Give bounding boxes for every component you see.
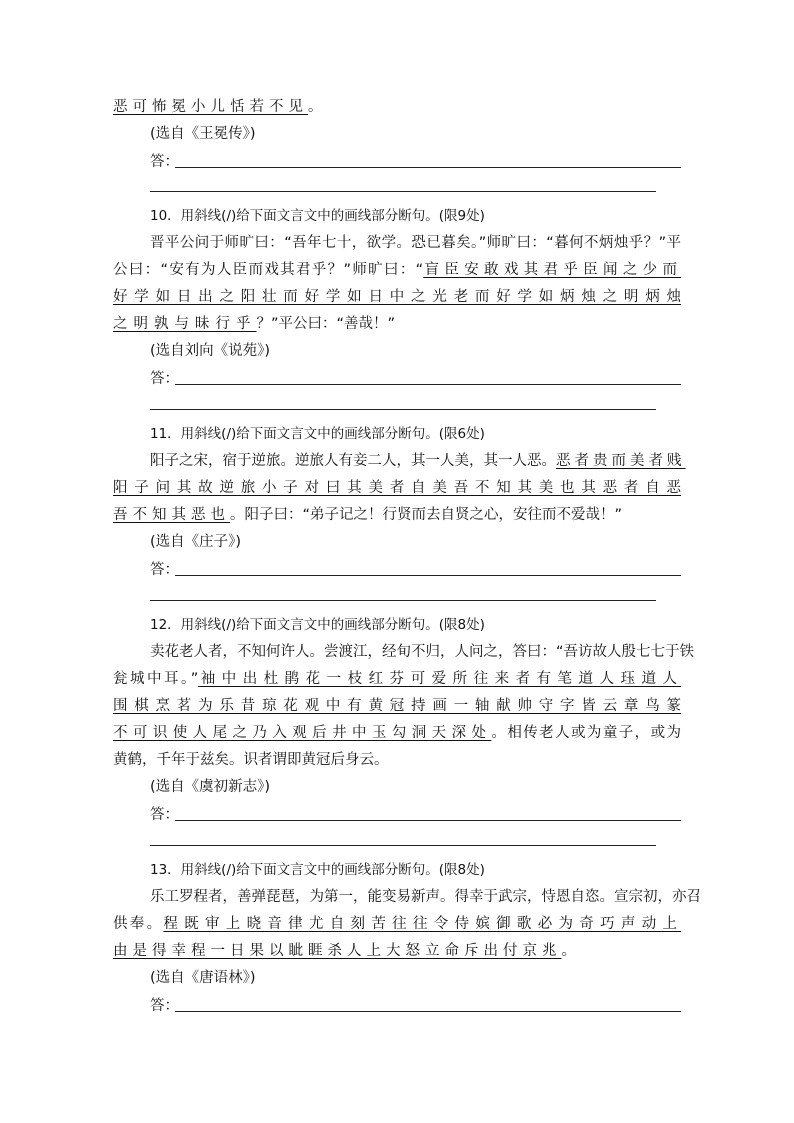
source-citation: (选自《唐语林》) [150,970,256,986]
q11-text-line: 吾不知其恶也。阳子曰：“弟子记之！行贤而去自贤之心，安往而不爱哉！” [113,507,623,523]
answer-label: 答： [150,562,179,578]
underlined-passage: 不可识使人尾之乃入观后井中玉勾洞天深处 [113,725,492,741]
q13-text-line: 供奉。程既审上晓音律尤自刻苦往往令侍嫔御歌必为奇巧声动上 [113,916,681,932]
q12-text-line: 瓮城中耳。”袖中出杜鹃花一枝红芬可爱所往来者有笔道人珏道人 [113,671,681,687]
answer-line[interactable] [150,560,681,580]
underlined-passage: 恶可怖冕小儿恬若不见 [113,99,308,115]
underlined-passage: 盲臣安敢戏其君乎臣闻之少而 [423,262,682,278]
q10-text-line: 之明孰与昧行乎？”平公曰：“善哉！” [113,316,396,332]
q13-text-line: 乐工罗程者，善弹琵琶，为第一，能变易新声。得幸于武宗，恃恩自恣。宣宗初，亦召 [150,889,701,905]
answer-line-2[interactable] [150,191,656,192]
source-citation: (选自《虞初新志》) [150,779,271,795]
q13-text-line: 由是得幸程一日果以眦睚杀人上大怒立命斥出付京兆。 [113,943,576,959]
answer-line-2[interactable] [150,409,656,410]
source-citation: (选自刘向《说苑》) [150,343,271,359]
answer-line[interactable] [150,805,681,825]
answer-line[interactable] [150,152,681,172]
answer-line[interactable] [150,996,681,1016]
answer-label: 答： [150,154,179,170]
q11-text-line: 阳子之宋，宿于逆旅。逆旅人有妾二人，其一人美，其一人恶。恶者贵而美者贱 [150,453,686,469]
q12-text-line: 卖花老人者，不知何许人。尝渡江，经旬不归，人问之，答曰：“吾访故人殷七七于铁 [150,644,695,660]
answer-line[interactable] [150,369,681,389]
answer-label: 答： [150,371,179,387]
source-citation: (选自《庄子》) [150,534,242,550]
q12-text-line: 黄鹤，千年于兹矣。识者谓即黄冠后身云。 [113,752,389,768]
answer-label: 答： [150,807,179,823]
q12-text-line: 不可识使人尾之乃入观后井中玉勾洞天深处。相传老人或为童子，或为 [113,725,682,741]
q12-prompt: 12．用斜线(/)给下面文言文中的画线部分断句。(限8处) [150,617,485,633]
q11-prompt: 11．用斜线(/)给下面文言文中的画线部分断句。(限6处) [150,426,485,442]
q13-prompt: 13．用斜线(/)给下面文言文中的画线部分断句。(限8处) [150,862,485,878]
underlined-passage: 围棋烹茗为乐昔琼花观中有黄冠持画一轴献帅守字皆云章鸟篆 [113,698,681,714]
q10-text-line: 晋平公问于师旷曰：“吾年七十，欲学。恐已暮矣。”师旷曰：“暮何不炳烛乎？”平 [150,235,681,251]
underlined-passage: 之明孰与昧行乎 [113,316,257,332]
q10-prompt: 10．用斜线(/)给下面文言文中的画线部分断句。(限9处) [150,208,485,224]
underlined-passage: 吾不知其恶也 [113,507,230,523]
underlined-passage: 阳子问其故逆旅小子对曰其美者自美吾不知其美也其恶者自恶 [113,480,681,496]
underlined-passage: 好学如日出之阳壮而好学如日中之光老而好学如炳烛之明炳烛 [113,289,681,305]
q10-text-line: 公曰：“安有为人臣而戏其君乎？”师旷曰：“盲臣安敢戏其君乎臣闻之少而 [113,262,682,278]
underlined-passage: 程既审上晓音律尤自刻苦往往令侍嫔御歌必为奇巧声动上 [163,916,681,932]
answer-label: 答： [150,998,179,1014]
answer-line-2[interactable] [150,845,656,846]
underlined-passage: 恶者贵而美者贱 [556,453,686,469]
underlined-passage: 袖中出杜鹃花一枝红芬可爱所往来者有笔道人珏道人 [198,671,681,687]
underlined-passage: 由是得幸程一日果以眦睚杀人上大怒立命斥出付京兆 [113,943,562,959]
source-citation: (选自《王冕传》) [150,126,256,142]
q9-text-line: 恶可怖冕小儿恬若不见。 [113,99,323,115]
answer-line-2[interactable] [150,600,656,601]
